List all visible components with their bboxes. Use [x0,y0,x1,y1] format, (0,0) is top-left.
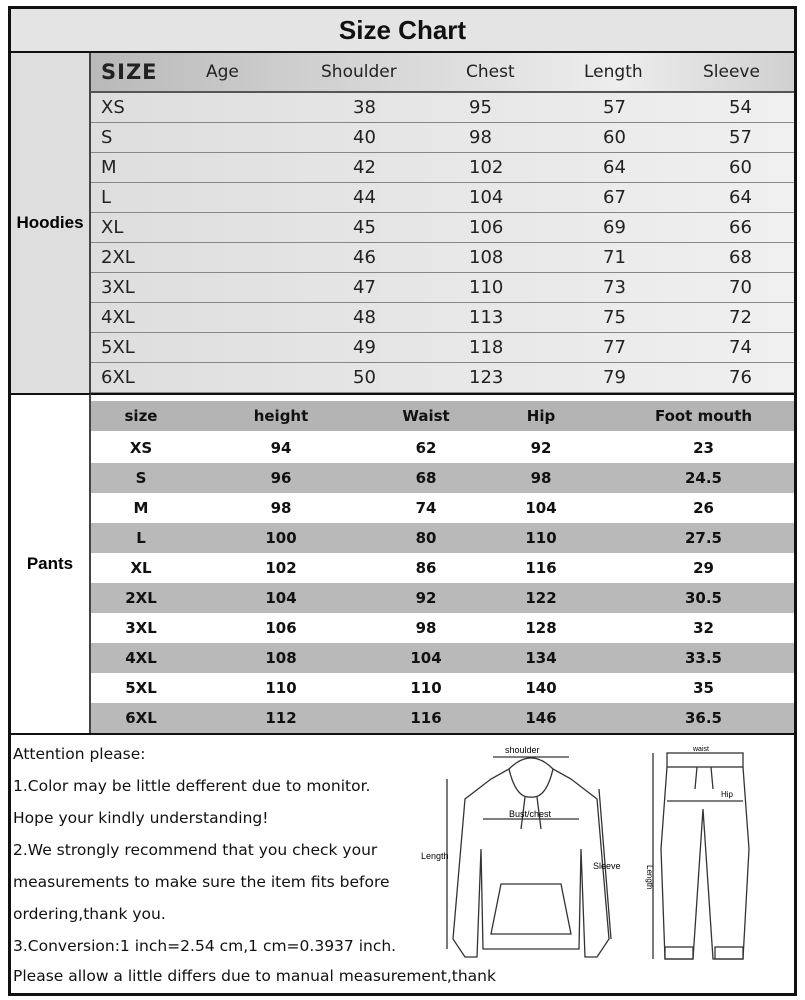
note-line: Attention please: [13,745,146,763]
pants-cell-size: 3XL [125,619,157,637]
pants-cell-height: 94 [270,439,292,457]
hoodies-header-length: Length [584,62,643,82]
note-line: 3.Conversion:1 inch=2.54 cm,1 cm=0.3937 inch. [13,937,397,955]
hoodies-cell-chest: 98 [469,127,492,148]
hoodies-table-row [91,183,794,213]
hoodies-cell-sleeve: 76 [729,367,752,388]
hoodies-cell-size: XS [101,97,125,118]
hoodies-cell-shoulder: 48 [353,307,376,328]
pants-cell-hip: 92 [530,439,552,457]
length-label: Length [421,851,449,861]
hoodie-pocket [491,884,571,934]
hoodies-header-sleeve: Sleeve [703,62,760,82]
hoodies-cell-chest: 104 [469,187,504,208]
pants-cell-hip: 140 [525,679,557,697]
hoodies-cell-length: 69 [603,217,626,238]
hoodies-table-row [91,213,794,243]
pants-cell-size: XS [129,439,153,457]
hoodies-table-row [91,333,794,363]
hoodies-cell-age [206,333,266,362]
hoodies-cell-sleeve: 70 [729,277,752,298]
pants-cell-waist: 104 [410,649,442,667]
waist-label: waist [693,746,709,753]
pants-cell-size: S [135,469,147,487]
note-line: Please allow a little differs due to manual measurement,thank [13,967,496,985]
pants-cell-waist: 86 [415,559,437,577]
pants-cell-height: 112 [265,709,297,727]
hoodies-cell-age [206,243,266,272]
pants-diagram [631,739,771,989]
hoodies-cell-size: L [101,187,112,208]
hoodies-cell-shoulder: 46 [353,247,376,268]
pants-cell-hip: 98 [530,469,552,487]
pants-cell-height: 104 [265,589,297,607]
hoodies-cell-shoulder: 49 [353,337,376,358]
hoodies-cell-shoulder: 38 [353,97,376,118]
pants-table-row [91,463,794,493]
pants-cell-hip: 104 [525,499,557,517]
pants-cell-foot: 35 [693,679,714,697]
hoodies-cell-sleeve: 68 [729,247,752,268]
hoodies-header-chest: Chest [466,62,515,82]
pants-cell-foot: 24.5 [684,469,722,487]
pants-cell-waist: 74 [415,499,437,517]
pants-cell-size: M [133,499,149,517]
hoodies-cell-length: 75 [603,307,626,328]
note-line: 1.Color may be little defferent due to monitor. [13,777,371,795]
hoodies-cell-age [206,213,266,242]
hoodies-cell-sleeve: 72 [729,307,752,328]
hoodies-cell-shoulder: 40 [353,127,376,148]
pants-table-row [91,673,794,703]
hoodies-cell-sleeve: 57 [729,127,752,148]
size-chart-sheet [8,6,797,996]
hoodies-cell-sleeve: 60 [729,157,752,178]
note-line: 2.We strongly recommend that you check your [13,841,378,859]
page-title: Size Chart [11,9,794,53]
pants-cell-foot: 26 [693,499,714,517]
pants-cell-waist: 62 [415,439,437,457]
hoodies-cell-size: 4XL [101,307,135,328]
note-line: ordering,thank you. [13,905,166,923]
hip-label: Hip [721,790,734,799]
pants-header-row [91,401,794,431]
hoodies-cell-chest: 108 [469,247,504,268]
hoodies-cell-length: 79 [603,367,626,388]
hoodies-cell-age [206,93,266,122]
pants-cell-waist: 92 [415,589,437,607]
hoodies-cell-age [206,153,266,182]
pants-length-label: Length [645,865,654,890]
pants-cell-size: XL [130,559,152,577]
pants-cell-foot: 32 [693,619,714,637]
pants-table-row [91,613,794,643]
pants-cell-height: 96 [270,469,292,487]
shoulder-label: shoulder [505,745,540,755]
hoodie-diagram [421,739,621,989]
pants-cell-foot: 33.5 [684,649,722,667]
hoodies-cell-chest: 95 [469,97,492,118]
hoodies-table-row [91,363,794,393]
pants-header-foot: Foot mouth [654,407,753,425]
hoodies-table-row [91,123,794,153]
pants-header-waist: Waist [402,407,450,425]
hoodies-header-age: Age [206,62,239,82]
hoodies-cell-sleeve: 64 [729,187,752,208]
hoodies-table [91,53,794,393]
hoodies-cell-chest: 110 [469,277,504,298]
pants-cell-height: 108 [265,649,297,667]
pants-cell-hip: 122 [525,589,557,607]
hoodies-cell-length: 67 [603,187,626,208]
pants-cell-foot: 27.5 [684,529,722,547]
pants-cell-waist: 110 [410,679,442,697]
pants-cell-foot: 29 [693,559,714,577]
hoodies-cell-shoulder: 42 [353,157,376,178]
hoodies-cell-length: 77 [603,337,626,358]
pants-cell-waist: 98 [415,619,437,637]
pants-header-height: height [253,407,309,425]
pants-table-row [91,523,794,553]
hoodies-cell-shoulder: 45 [353,217,376,238]
pants-cell-foot: 30.5 [684,589,722,607]
note-line: Hope your kindly understanding! [13,809,269,827]
hoodies-cell-chest: 106 [469,217,504,238]
hoodies-cell-shoulder: 47 [353,277,376,298]
hoodies-table-row [91,153,794,183]
hoodies-cell-age [206,123,266,152]
note-line: measurements to make sure the item fits before [13,873,390,891]
hoodies-cell-size: S [101,127,113,148]
hoodies-cell-size: 5XL [101,337,135,358]
pants-header-hip: Hip [526,407,556,425]
pants-cell-waist: 80 [415,529,437,547]
hoodies-cell-age [206,363,266,392]
pants-cell-waist: 68 [415,469,437,487]
pants-table-row [91,703,794,733]
hoodies-cell-sleeve: 54 [729,97,752,118]
pants-outline [661,767,749,959]
pants-cell-height: 110 [265,679,297,697]
pants-cell-height: 106 [265,619,297,637]
hoodies-table-row [91,93,794,123]
pants-waistband [667,753,743,767]
pants-cell-size: 2XL [125,589,157,607]
pants-table-row [91,493,794,523]
pants-header-size: size [124,407,158,425]
pants-cell-hip: 128 [525,619,557,637]
pants-table-row [91,433,794,463]
hoodies-cell-length: 57 [603,97,626,118]
hoodies-cell-age [206,303,266,332]
hoodies-cell-chest: 118 [469,337,504,358]
hoodies-cell-size: 6XL [101,367,135,388]
hoodies-cell-length: 71 [603,247,626,268]
pants-cell-foot: 23 [693,439,714,457]
pants-cell-size: 6XL [125,709,157,727]
hoodies-cell-age [206,183,266,212]
pants-cell-foot: 36.5 [684,709,722,727]
hoodies-label: Hoodies [11,53,91,393]
pants-cell-height: 98 [270,499,292,517]
hoodies-cell-chest: 123 [469,367,504,388]
hoodies-cell-sleeve: 66 [729,217,752,238]
hoodies-table-row [91,243,794,273]
hoodie-outline [453,758,609,957]
pants-cell-size: L [136,529,146,547]
pants-cell-height: 100 [265,529,297,547]
hoodies-cell-size: XL [101,217,124,238]
pants-cell-waist: 116 [410,709,442,727]
pants-table-row [91,643,794,673]
pants-table-row [91,583,794,613]
hoodies-cell-size: 3XL [101,277,135,298]
pants-cell-size: 4XL [125,649,157,667]
hoodies-cell-sleeve: 74 [729,337,752,358]
pants-label: Pants [11,393,91,733]
pants-cell-hip: 134 [525,649,557,667]
pants-cell-hip: 116 [525,559,557,577]
notes-section [11,733,794,993]
pants-cell-hip: 110 [525,529,557,547]
pants-table-row [91,553,794,583]
hoodies-cell-chest: 102 [469,157,504,178]
hoodies-header-row [91,53,794,93]
pants-cell-height: 102 [265,559,297,577]
pants-table [91,393,794,733]
hoodies-cell-age [206,273,266,302]
hoodies-cell-shoulder: 50 [353,367,376,388]
hoodies-header-size: SIZE [101,60,158,84]
hoodies-cell-length: 73 [603,277,626,298]
hoodies-table-row [91,273,794,303]
hoodies-cell-size: M [101,157,117,178]
hoodies-cell-size: 2XL [101,247,135,268]
hoodies-cell-length: 60 [603,127,626,148]
pants-cell-size: 5XL [125,679,157,697]
hoodies-cell-chest: 113 [469,307,504,328]
hoodies-cell-length: 64 [603,157,626,178]
hoodies-header-shoulder: Shoulder [321,62,397,82]
hoodies-table-row [91,303,794,333]
sleeve-label: Sleeve [593,861,621,871]
pants-cell-hip: 146 [525,709,557,727]
hoodies-cell-shoulder: 44 [353,187,376,208]
bust-label: Bust/chest [509,809,552,819]
